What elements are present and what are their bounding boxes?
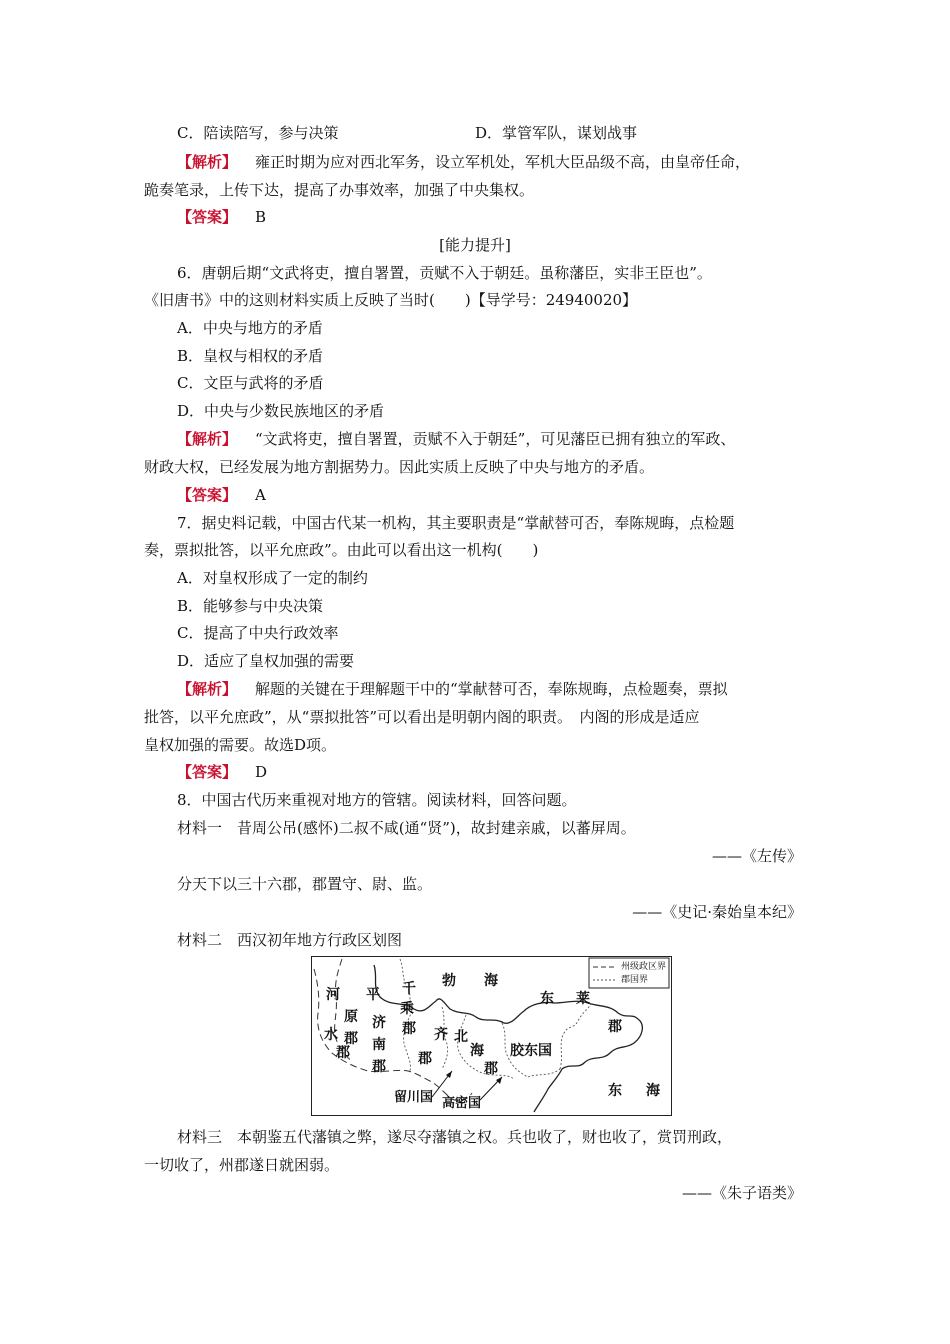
q7-option-c: C．提高了中央行政效率	[177, 624, 339, 642]
legend-prefecture-label: 郡国界	[621, 975, 649, 985]
q5-answer	[177, 207, 266, 227]
q6-stem-cont: 《旧唐书》中的这则材料实质上反映了当时( )【导学号：24940020】	[144, 291, 638, 309]
label-yuan: 原	[344, 1009, 358, 1025]
prefecture-boundary	[528, 1069, 560, 1077]
q6-option-d: D．中央与少数民族地区的矛盾	[177, 402, 385, 420]
label-he: 河	[326, 987, 340, 1003]
section-heading: [能力提升]	[439, 236, 511, 254]
material1-source2: ——《史记·秦始皇本纪》	[632, 903, 802, 921]
label-lai: 莱	[576, 991, 590, 1007]
material3-source: ——《朱子语类》	[681, 1184, 802, 1202]
label-donghai-dong: 东	[608, 1083, 622, 1099]
q7-answer	[177, 762, 267, 782]
label-bo: 勃	[442, 973, 456, 989]
answer-value: A	[255, 486, 266, 504]
answer-value: B	[255, 208, 267, 226]
q5-option-c: C．陪读陪写，参与决策	[177, 124, 339, 142]
material1-text: 材料一 昔周公吊(感怀)二叔不咸(通“贤”)，故封建亲戚，以蕃屏周。	[177, 819, 636, 837]
q5-option-d: D．掌管军队，谋划战事	[475, 124, 638, 142]
answer-tag: 【答案】	[177, 208, 238, 226]
material1-text2: 分天下以三十六郡，郡置守、尉、监。	[177, 875, 433, 893]
answer-tag: 【答案】	[177, 486, 238, 504]
analysis-text: 雍正时期为应对西北军务，设立军机处，军机大臣品级不高，由皇帝任命，	[255, 153, 751, 171]
label-hai-bei: 海	[470, 1043, 484, 1059]
answer-value: D	[255, 763, 268, 781]
q5-analysis	[177, 152, 750, 172]
q6-analysis	[177, 429, 735, 449]
q6-stem: 6．唐朝后期“文武将吏，擅自署置，贡赋不入于朝廷。虽称藩臣，实非王臣也”。	[177, 264, 712, 282]
q7-analysis	[177, 679, 728, 699]
q6-option-a: A．中央与地方的矛盾	[177, 319, 323, 337]
label-dong: 东	[540, 991, 554, 1007]
western-han-map	[311, 956, 672, 1116]
label-jiaodong: 胶东国	[510, 1043, 552, 1059]
q7-option-a: A．对皇权形成了一定的制约	[177, 569, 368, 587]
q7-stem: 7．据史料记载，中国古代某一机构，其主要职责是“掌献替可否，奉陈规晦，点检题	[177, 514, 735, 532]
q8-stem: 8．中国古代历来重视对地方的管辖。阅读材料，回答问题。	[177, 791, 577, 809]
label-nan: 南	[372, 1037, 386, 1053]
label-ping: 平	[366, 987, 380, 1003]
prefecture-boundary	[404, 1011, 412, 1071]
material3-text: 材料三 本朝鉴五代藩镇之弊，遂尽夺藩镇之权。兵也收了，财也收了，赏罚刑政，	[177, 1128, 733, 1146]
q6-option-c: C．文臣与武将的矛盾	[177, 374, 324, 392]
label-qian: 千	[402, 981, 416, 997]
answer-tag: 【答案】	[177, 763, 238, 781]
label-bei: 北	[454, 1029, 468, 1045]
legend-state-label: 州级政区界	[621, 962, 667, 972]
analysis-tag: 【解析】	[177, 430, 238, 448]
label-jun-py: 郡	[344, 1031, 358, 1047]
label-donghai-hai: 海	[646, 1083, 660, 1099]
material1-source: ——《左传》	[711, 847, 802, 865]
label-cheng: 乘	[400, 1001, 414, 1017]
prefecture-boundary	[560, 1003, 592, 1069]
label-shui: 水	[324, 1027, 338, 1043]
label-jun-bh: 郡	[484, 1061, 498, 1077]
label-jun-qc: 郡	[402, 1021, 416, 1037]
q6-option-b: B．皇权与相权的矛盾	[177, 347, 324, 365]
q6-answer	[177, 485, 266, 505]
q6-analysis-cont: 财政大权，已经发展为地方割据势力。因此实质上反映了中央与地方的矛盾。	[144, 458, 655, 476]
label-jun-hs: 郡	[336, 1045, 350, 1061]
analysis-tag: 【解析】	[177, 680, 238, 698]
q7-option-d: D．适应了皇权加强的需要	[177, 652, 355, 670]
label-hai-bh: 海	[484, 973, 498, 989]
q5-analysis-cont: 跪奏笔录，上传下达，提高了办事效率，加强了中央集权。	[144, 181, 535, 199]
material3-text-cont: 一切收了，州郡遂日就困弱。	[144, 1156, 340, 1174]
label-qi: 齐	[434, 1027, 448, 1043]
label-jun-jn: 郡	[372, 1059, 386, 1075]
label-gaomi: 高密国	[442, 1096, 482, 1111]
analysis-text: “文武将吏，擅自署置，贡赋不入于朝廷”，可见藩臣已拥有独立的军政、	[255, 430, 736, 448]
label-jun-dl: 郡	[608, 1019, 622, 1035]
q7-stem-cont: 奏，票拟批答，以平允庶政”。由此可以看出这一机构( )	[144, 541, 539, 559]
label-zichuan: 留川国	[394, 1090, 434, 1105]
analysis-text: 解题的关键在于理解题干中的“掌献替可否，奉陈规晦，点检题奏，票拟	[255, 680, 728, 698]
q7-analysis-cont2: 皇权加强的需要。故选D项。	[144, 736, 337, 754]
analysis-tag: 【解析】	[177, 153, 238, 171]
q7-analysis-cont: 批答，以平允庶政”，从“票拟批答”可以看出是明朝内阁的职责。 内阁的形成是适应	[144, 708, 700, 726]
label-jun-qi: 郡	[418, 1051, 432, 1067]
q7-option-b: B．能够参与中央决策	[177, 597, 324, 615]
label-ji: 济	[372, 1015, 386, 1031]
material2-title: 材料二 西汉初年地方行政区划图	[177, 931, 403, 949]
